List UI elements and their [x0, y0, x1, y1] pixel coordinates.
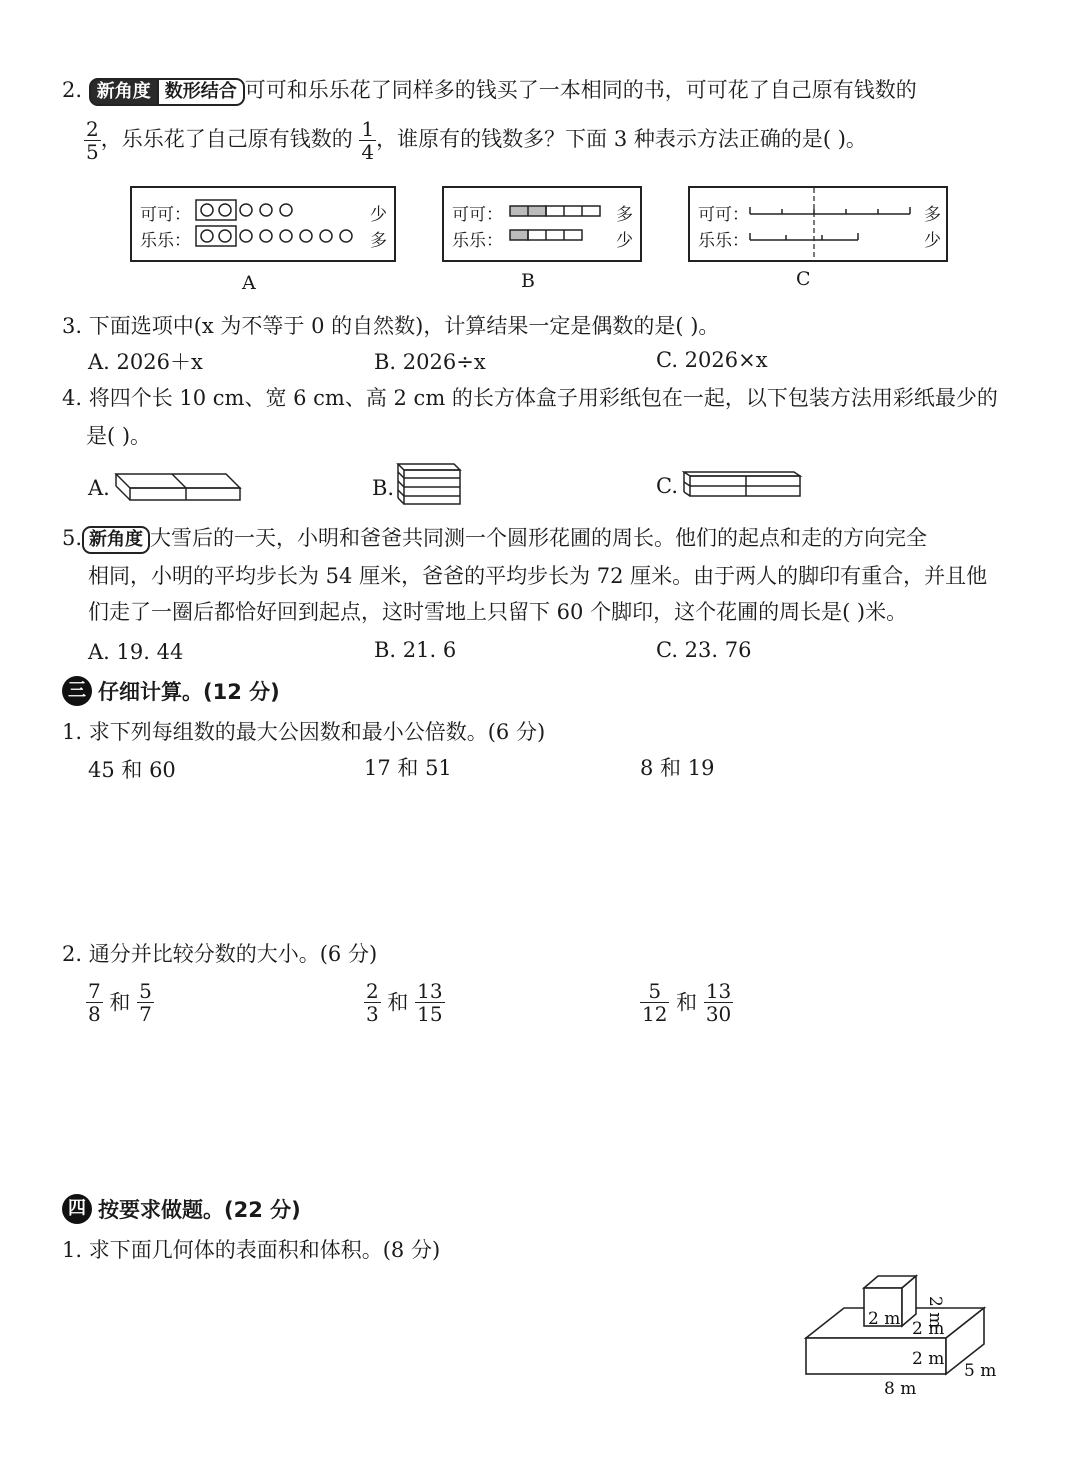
q3-option-c: C. 2026×x	[656, 348, 768, 372]
gcd-item-2: 17 和 51	[364, 756, 452, 780]
q5-number: 5.	[62, 526, 83, 550]
q2-line1	[62, 76, 917, 106]
q3-option-a: A. 2026＋x	[88, 350, 203, 374]
diagram-c-r2: 少	[924, 231, 941, 251]
section-3-badge: 三	[62, 676, 92, 706]
fraction-2-5: $\frac{2}{5}$	[86, 117, 99, 164]
q4-line1: 4. 将四个长 10 cm、宽 6 cm、高 2 cm 的长方体盒子用彩纸包在一起，以下包装方法用彩纸最少的	[62, 386, 998, 410]
tag-new-angle: 新角度	[89, 78, 159, 106]
fraction-1-4: $\frac{1}{4}$	[361, 117, 375, 164]
fraction: $\frac{13}{15}$	[417, 979, 443, 1026]
q5-option-b: B. 21. 6	[374, 638, 457, 662]
q2-end: ，谁原有的钱数多？下面 3 种表示方法正确的是( )。	[376, 127, 867, 151]
section-4-title: 按要求做题。(22 分)	[98, 1198, 301, 1222]
dim-cube-front: 2 m	[868, 1309, 901, 1329]
sec3-p2: 2. 通分并比较分数的大小。(6 分)	[62, 942, 378, 966]
diagram-c-lines	[746, 188, 916, 258]
q2-text: 可可和乐乐花了同样多的钱买了一本相同的书，可可花了自己原有钱数的	[244, 78, 917, 102]
diagram-c-row1: 可可：	[698, 205, 749, 225]
compare-item-1: $\frac{7}{8}$ 和 $\frac{5}{7}$	[88, 979, 152, 1026]
q2-number: 2.	[62, 78, 83, 102]
q2-mid: ，乐乐花了自己原有钱数的	[100, 127, 353, 151]
sec3-p1: 1. 求下列每组数的最大公因数和最小公倍数。(6 分)	[62, 720, 546, 744]
fraction: $\frac{2}{3}$	[366, 979, 379, 1026]
sec4-p1: 1. 求下面几何体的表面积和体积。(8 分)	[62, 1238, 441, 1262]
section-3-title: 仔细计算。(12 分)	[98, 680, 280, 704]
q3-option-b: B. 2026÷x	[374, 350, 486, 374]
q4-option-b: B.	[372, 476, 395, 500]
diagram-b-bars	[508, 202, 604, 248]
diagram-c-row2: 乐乐：	[698, 231, 749, 251]
diagram-a-r1: 少	[370, 205, 387, 225]
diagram-a-circles	[194, 198, 364, 252]
q5-line1	[62, 524, 927, 554]
fraction: $\frac{13}{30}$	[705, 979, 732, 1026]
q5-line2: 相同，小明的平均步长为 54 厘米，爸爸的平均步长为 72 厘米。由于两人的脚印有重合，并且他	[88, 564, 988, 588]
section-4-header	[62, 1194, 301, 1224]
diagram-a-r2: 多	[370, 231, 387, 251]
compare-item-2: $\frac{2}{3}$ 和 $\frac{13}{15}$	[366, 979, 443, 1026]
q4-line2: 是( )。	[86, 424, 152, 448]
diagram-b-r1: 多	[616, 205, 633, 225]
diagram-c	[688, 186, 948, 262]
q5-option-a: A. 19. 44	[88, 640, 184, 664]
q4-option-a: A.	[88, 476, 110, 500]
diagram-b-r2: 少	[616, 231, 633, 251]
q3-text: 3. 下面选项中(x 为不等于 0 的自然数)，计算结果一定是偶数的是( )。	[62, 314, 720, 338]
q5-line3: 们走了一圈后都恰好回到起点，这时雪地上只留下 60 个脚印，这个花圃的周长是( )米。	[88, 600, 908, 624]
q2-line2	[84, 118, 867, 163]
diagram-b-row1: 可可：	[452, 205, 503, 225]
dim-depth: 5 m	[964, 1361, 997, 1381]
tag-shape-number: 数形结合	[157, 78, 245, 106]
dim-cube-height: 2 m	[925, 1296, 945, 1329]
solid-figure	[798, 1266, 1008, 1406]
q5-text1: 大雪后的一天，小明和爸爸共同测一个圆形花圃的周长。他们的起点和走的方向完全	[150, 526, 928, 550]
diagram-b-row2: 乐乐：	[452, 231, 503, 251]
dim-length: 8 m	[884, 1379, 917, 1399]
tag-new-angle-q5: 新角度	[82, 526, 150, 554]
diagram-b	[442, 186, 642, 262]
fraction: $\frac{5}{12}$	[642, 979, 668, 1026]
fraction: $\frac{5}{7}$	[139, 979, 152, 1026]
compare-item-3: $\frac{5}{12}$ 和 $\frac{13}{30}$	[642, 979, 732, 1026]
caption-a: A	[242, 272, 256, 294]
section-3-header	[62, 676, 280, 706]
diagram-a-row1: 可可：	[140, 205, 191, 225]
dim-box-height: 2 m	[912, 1349, 945, 1369]
diagram-a-row2: 乐乐：	[140, 231, 191, 251]
fraction: $\frac{7}{8}$	[88, 979, 101, 1026]
gcd-item-3: 8 和 19	[640, 756, 715, 780]
caption-b: B	[521, 270, 535, 292]
gcd-item-1: 45 和 60	[88, 758, 176, 782]
diagram-c-r1: 多	[924, 205, 941, 225]
q4-box-c	[682, 468, 804, 500]
section-4-badge: 四	[62, 1194, 92, 1224]
q4-box-b	[396, 460, 466, 506]
dim-top: 2 m	[912, 1319, 945, 1339]
diagram-a	[130, 186, 396, 262]
caption-c: C	[796, 268, 811, 290]
q5-option-c: C. 23. 76	[656, 638, 752, 662]
q4-option-c: C.	[656, 474, 678, 498]
q4-box-a	[114, 470, 244, 504]
